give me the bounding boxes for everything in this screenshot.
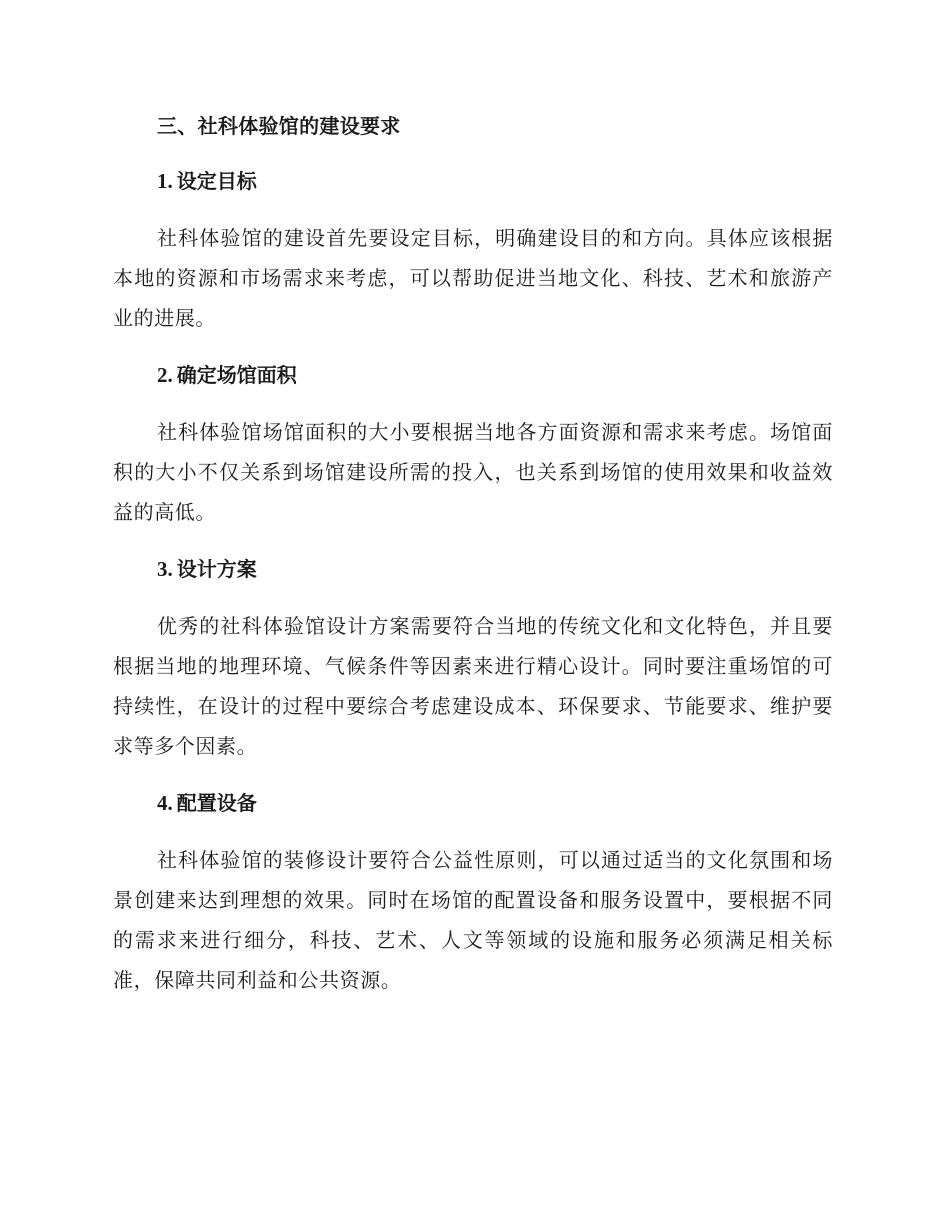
subsection-heading-text: 设定目标 <box>176 169 257 193</box>
subsection-number: 2. <box>157 363 173 387</box>
subsection-heading <box>157 785 833 821</box>
subsection-heading <box>157 551 833 587</box>
document-body <box>113 108 833 1019</box>
subsection-number: 3. <box>157 557 173 581</box>
subsection-heading-text: 确定场馆面积 <box>176 363 297 387</box>
subsection-heading <box>157 357 833 393</box>
subsection-paragraph: 社科体验馆的装修设计要符合公益性原则，可以通过适当的文化氛围和场景创建来达到理想的效果。同时在场馆的配置设备和服务设置中，要根据不同的需求来进行细分，科技、艺术、人文等领域的设施和服务必须满足相关标准，保障共同利益和公共资源。 <box>113 848 833 992</box>
subsection-3 <box>113 551 833 766</box>
subsection-4 <box>113 785 833 1000</box>
subsection-2 <box>113 357 833 532</box>
subsection-1 <box>113 163 833 338</box>
subsection-number: 1. <box>157 169 173 193</box>
section-title: 三、社科体验馆的建设要求 <box>157 114 401 138</box>
subsection-paragraph: 社科体验馆场馆面积的大小要根据当地各方面资源和需求来考虑。场馆面积的大小不仅关系到场馆建设所需的投入，也关系到场馆的使用效果和收益效益的高低。 <box>113 420 833 524</box>
subsection-heading <box>157 163 833 199</box>
subsection-number: 4. <box>157 791 173 815</box>
subsection-paragraph: 优秀的社科体验馆设计方案需要符合当地的传统文化和文化特色，并且要根据当地的地理环境、气候条件等因素来进行精心设计。同时要注重场馆的可持续性，在设计的过程中要综合考虑建设成本、环保要求、节能要求、维护要求等多个因素。 <box>113 614 833 758</box>
subsection-heading-text: 设计方案 <box>176 557 257 581</box>
subsection-paragraph: 社科体验馆的建设首先要设定目标，明确建设目的和方向。具体应该根据本地的资源和市场需求来考虑，可以帮助促进当地文化、科技、艺术和旅游产业的进展。 <box>113 226 833 330</box>
subsection-heading-text: 配置设备 <box>176 791 257 815</box>
